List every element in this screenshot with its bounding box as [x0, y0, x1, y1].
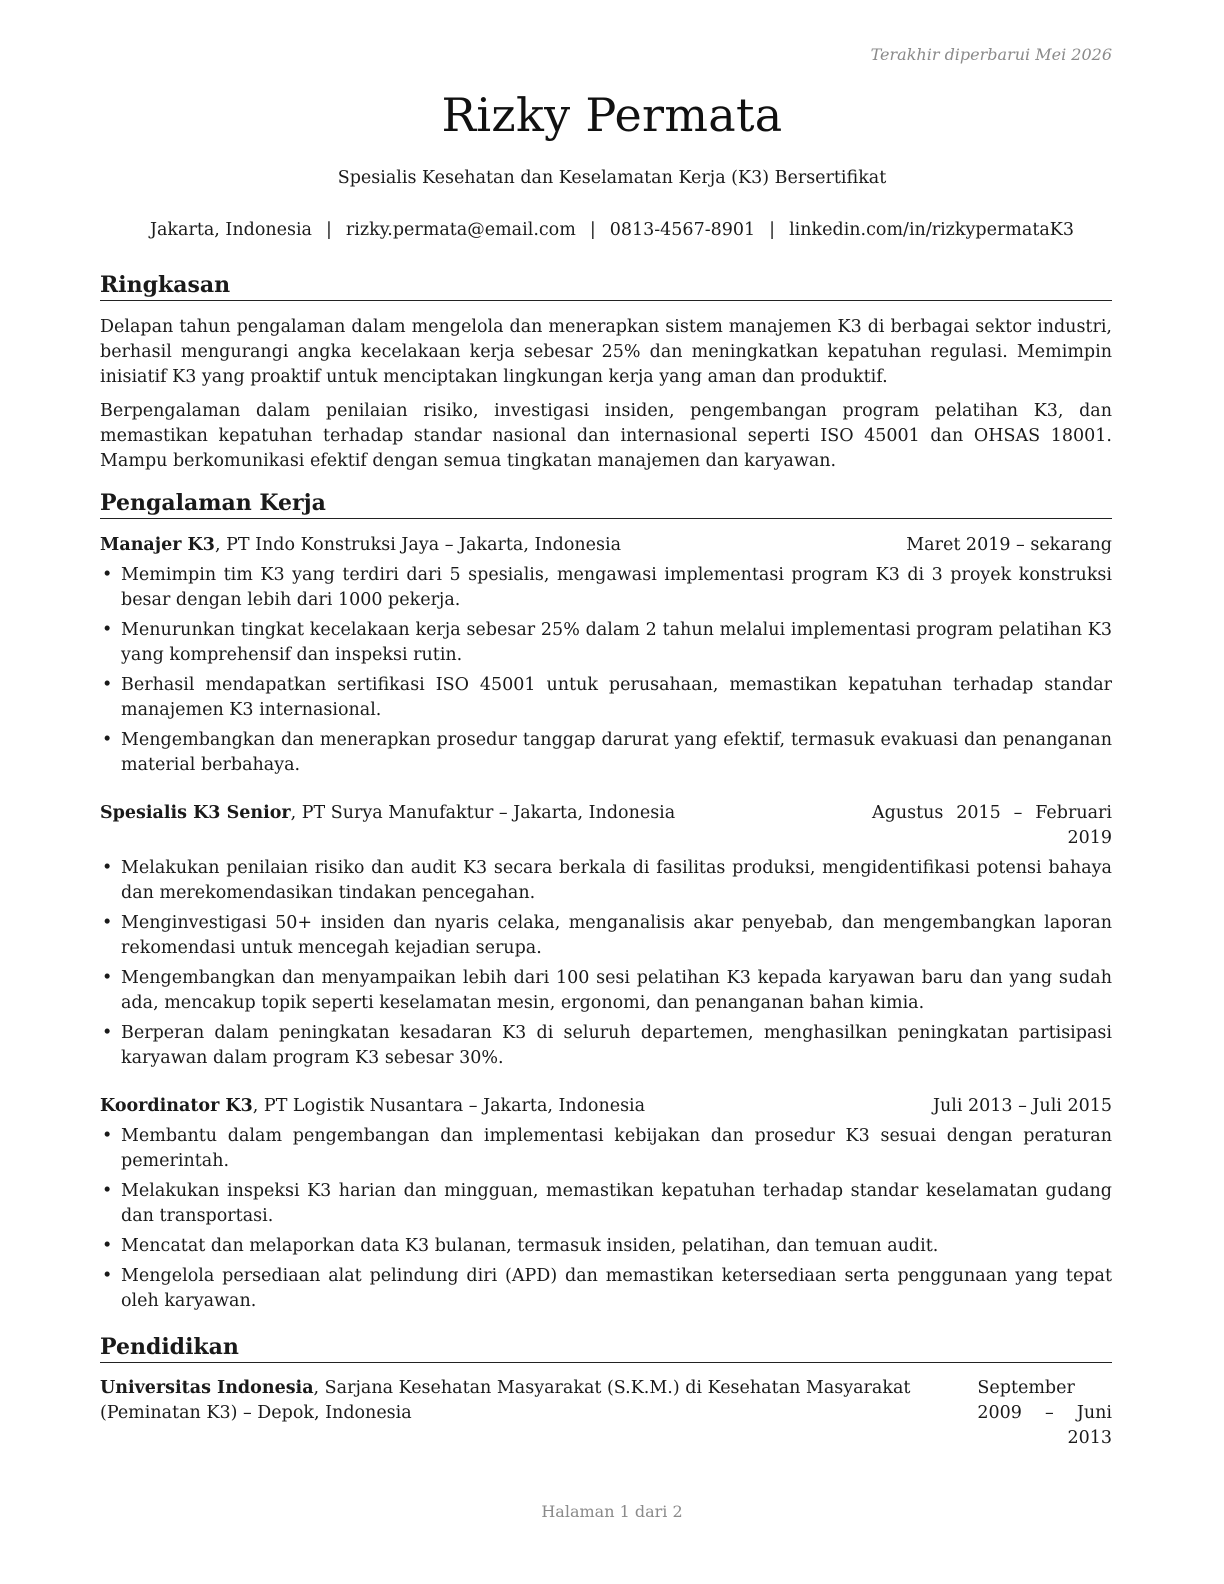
- list-item: • Menginvestigasi 50+ insiden dan nyaris celaka, menganalisis akar penyebab, dan mengembangkan laporan rekomendasi untuk mencegah kejadian serupa.: [100, 911, 1112, 961]
- last-updated-note: Terakhir diperbarui Mei 2026: [870, 45, 1112, 64]
- list-item: • Mengembangkan dan menerapkan prosedur tanggap darurat yang efektif, termasuk evakuasi dan penanganan material berbahaya.: [100, 728, 1112, 778]
- contact-linkedin-link[interactable]: linkedin.com/in/rizkypermataK3: [789, 220, 1075, 240]
- job-bullets: [100, 1124, 1112, 1319]
- job-dates: Juli 2013 – Juli 2015: [932, 1096, 1112, 1116]
- job-header: [100, 1094, 1112, 1119]
- education-degree: , Sarjana Kesehatan Masyarakat (S.K.M.) di Kesehatan Masyarakat (Peminatan K3) – Depok, Indonesia: [100, 1378, 911, 1423]
- job-company: , PT Logistik Nusantara – Jakarta, Indonesia: [252, 1096, 646, 1116]
- list-item: • Menurunkan tingkat kecelakaan kerja sebesar 25% dalam 2 tahun melalui implementasi program pelatihan K3 yang komprehensif dan inspeksi rutin.: [100, 618, 1112, 668]
- list-item: • Mengembangkan dan menyampaikan lebih dari 100 sesi pelatihan K3 kepada karyawan baru dan yang sudah ada, mencakup topik seperti keselamatan mesin, ergonomi, dan penanganan bahan kimia.: [100, 966, 1112, 1016]
- job-company: , PT Indo Konstruksi Jaya – Jakarta, Indonesia: [214, 535, 622, 555]
- education-details: [100, 1376, 977, 1451]
- job-role: Manajer K3: [100, 535, 215, 555]
- education-school: Universitas Indonesia: [100, 1378, 314, 1398]
- list-item: • Memimpin tim K3 yang terdiri dari 5 spesialis, mengawasi implementasi program K3 di 3 proyek konstruksi besar dengan lebih dari 1000 pekerja.: [100, 563, 1112, 613]
- list-item: • Mencatat dan melaporkan data K3 bulanan, termasuk insiden, pelatihan, dan temuan audit.: [100, 1234, 1112, 1259]
- contact-separator: |: [769, 220, 776, 240]
- candidate-name: Rizky Permata: [441, 88, 783, 142]
- contact-email-link[interactable]: rizky.permata@email.com: [345, 220, 576, 240]
- job-role: Koordinator K3: [100, 1096, 253, 1116]
- list-item: • Melakukan inspeksi K3 harian dan mingguan, memastikan kepatuhan terhadap standar keselamatan gudang dan transportasi.: [100, 1179, 1112, 1229]
- list-item: • Mengelola persediaan alat pelindung diri (APD) dan memastikan ketersediaan serta penggunaan yang tepat oleh karyawan.: [100, 1264, 1112, 1314]
- job-bullets: [100, 856, 1112, 1076]
- education-entry: [100, 1376, 1112, 1451]
- contact-separator: |: [589, 220, 596, 240]
- job-title: [100, 533, 621, 558]
- job-dates: Agustus 2015 – Februari 2019: [872, 803, 1112, 848]
- section-title-experience: Pengalaman Kerja: [100, 489, 1112, 519]
- job-bullets: [100, 563, 1112, 783]
- summary-paragraph-1: Delapan tahun pengalaman dalam mengelola dan menerapkan sistem manajemen K3 di berbagai sektor industri, berhasil mengurangi angka kecelakaan kerja sebesar 25% dan meningkatkan kepatuhan regulasi. Memimpin inisiatif K3 yang proaktif untuk menciptakan lingkungan kerja yang aman dan produktif.: [100, 317, 1112, 387]
- contact-phone: 0813-4567-8901: [609, 220, 756, 240]
- section-title-education: Pendidikan: [100, 1333, 1112, 1363]
- list-item: • Berperan dalam peningkatan kesadaran K3 di seluruh departemen, menghasilkan peningkatan partisipasi karyawan dalam program K3 sebesar 30%.: [100, 1021, 1112, 1071]
- contact-line: [0, 220, 1224, 240]
- section-title-summary: Ringkasan: [100, 271, 1112, 301]
- list-item: • Membantu dalam pengembangan dan implementasi kebijakan dan prosedur K3 sesuai dengan peraturan pemerintah.: [100, 1124, 1112, 1174]
- job-dates: Maret 2019 – sekarang: [906, 535, 1112, 555]
- contact-separator: |: [326, 220, 332, 240]
- education-dates: September 2009 – Juni 2013: [977, 1378, 1112, 1448]
- job-role: Spesialis K3 Senior: [100, 803, 291, 823]
- job-title: [100, 1094, 645, 1119]
- list-item: • Berhasil mendapatkan sertifikasi ISO 45001 untuk perusahaan, memastikan kepatuhan terhadap standar manajemen K3 internasional.: [100, 673, 1112, 723]
- job-header: [100, 801, 1112, 851]
- contact-location: Jakarta, Indonesia: [149, 220, 312, 240]
- candidate-title: Spesialis Kesehatan dan Keselamatan Kerja (K3) Bersertifikat: [337, 168, 887, 188]
- page-number: Halaman 1 dari 2: [541, 1502, 683, 1521]
- job-company: , PT Surya Manufaktur – Jakarta, Indonesia: [290, 803, 676, 823]
- job-title: [100, 801, 675, 851]
- job-header: [100, 533, 1112, 558]
- list-item: • Melakukan penilaian risiko dan audit K3 secara berkala di fasilitas produksi, mengidentifikasi potensi bahaya dan merekomendasikan tindakan pencegahan.: [100, 856, 1112, 906]
- summary-paragraph-2: Berpengalaman dalam penilaian risiko, investigasi insiden, pengembangan program pelatihan K3, dan memastikan kepatuhan terhadap standar nasional dan internasional seperti ISO 45001 dan OHSAS 18001. Mampu berkomunikasi efektif dengan semua tingkatan manajemen dan karyawan.: [100, 401, 1112, 471]
